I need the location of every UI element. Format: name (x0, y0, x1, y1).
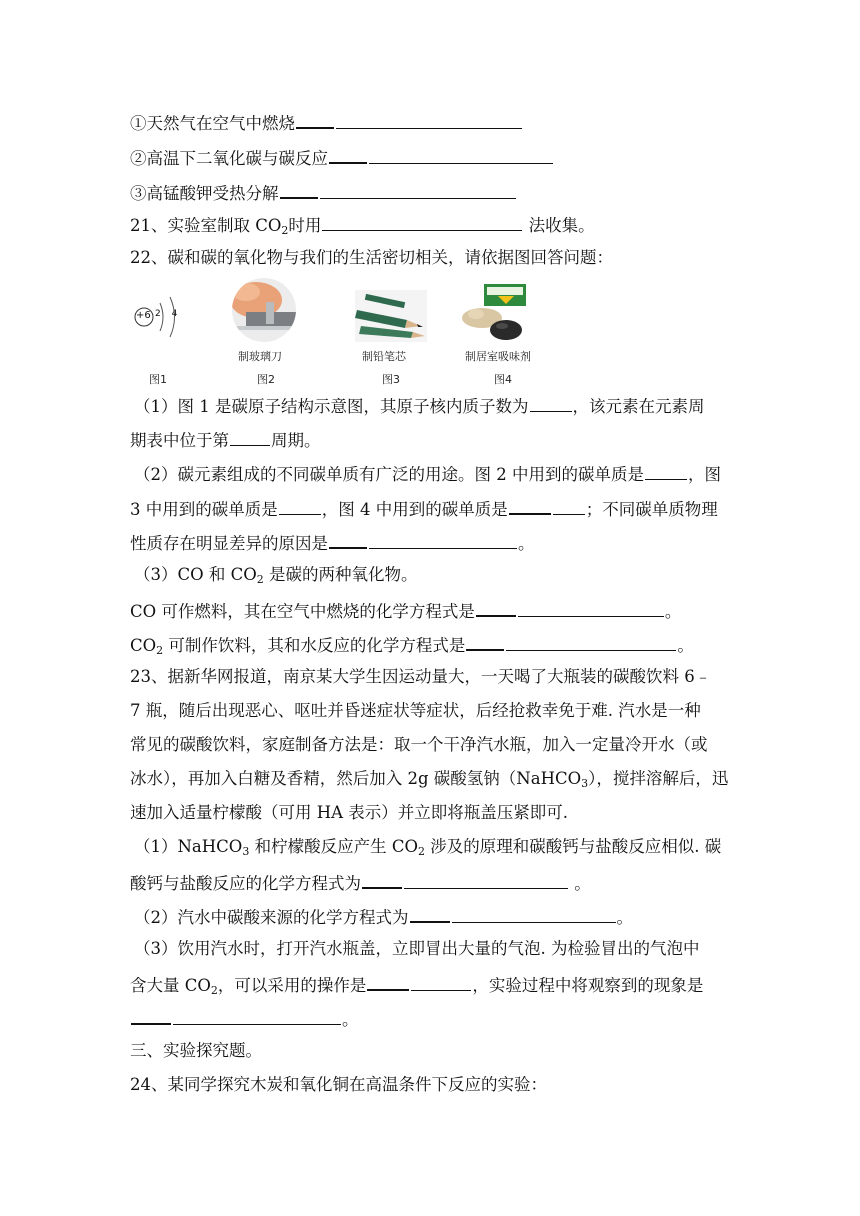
section-3-heading: 三、实验探究题。 (130, 1041, 262, 1060)
question-23-part-2 (134, 904, 633, 929)
question-20-item-3 (130, 180, 517, 205)
answer-blank (173, 1007, 341, 1025)
q23-3-text-d: ，实验过程中将观察到的现象是 (472, 976, 704, 995)
q23-3-text-b: 含大量 CO (130, 976, 211, 995)
figure-3-caption: 制铅笔芯 (362, 350, 406, 363)
question-23-part-1-line-2 (130, 870, 591, 895)
subscript: 3 (581, 777, 589, 790)
answer-blank (329, 145, 367, 164)
q22-3-text-d: 。 (664, 602, 682, 621)
q23-1-text-a: （1）NaHCO (134, 837, 243, 856)
subscript: 2 (281, 224, 289, 237)
figure-4-label: 图4 (494, 373, 512, 386)
question-20-item-1 (130, 110, 523, 135)
charcoal-deodorizer-image (460, 282, 528, 342)
q22-2-text-b: ，图 (688, 465, 721, 484)
q23-text-d2: ），搅拌溶解后，迅 (588, 769, 729, 788)
q20-2-text: ②高温下二氧化碳与碳反应 (130, 149, 328, 168)
subscript: 2 (210, 984, 218, 997)
figure-4-deodorizer-photo (460, 282, 528, 342)
figure-3-pencil-photo (355, 290, 427, 342)
question-22-part-2-line-2 (130, 496, 718, 521)
q22-2-text-c: 3 中用到的碳单质是 (130, 500, 278, 519)
question-22-part-2-line-1 (134, 462, 721, 486)
q22-3-text-a: （3）CO 和 CO (134, 565, 257, 584)
nucleus-charge-label: +6 (136, 310, 151, 321)
answer-blank (476, 598, 516, 617)
question-23-line-3: 常见的碳酸饮料，家庭制备方法是：取一个干净汽水瓶，加入一定量冷开水（或 (130, 735, 708, 754)
q22-2-text-f: 性质存在明显差异的原因是 (130, 534, 328, 553)
q21-text-c: 法收集。 (523, 216, 595, 235)
question-22-part-1-line-2 (130, 428, 321, 452)
q23-1-text-d: 酸钙与盐酸反应的化学方程式为 (130, 874, 361, 893)
electron-shell-label: 2 4 (155, 309, 182, 319)
subscript: 3 (242, 845, 250, 858)
q21-text-a: 21、实验室制取 CO (130, 216, 282, 235)
q23-2-text-b: 。 (616, 908, 633, 927)
q22-1-text-c: 期表中位于第 (130, 431, 229, 450)
q22-2-text-d: ，图 4 中用到的碳单质是 (321, 500, 508, 519)
q22-1-text-d: 周期。 (271, 431, 321, 450)
answer-blank (336, 111, 522, 129)
q23-1-text-c: 涉及的原理和碳酸钙与盐酸反应相似. 碳 (424, 837, 722, 856)
answer-blank (322, 213, 522, 231)
question-22-stem: 22、碳和碳的氧化物与我们的生活密切相关，请依据图回答问题： (130, 248, 613, 267)
answer-blank (466, 632, 504, 651)
q22-3-text-b: 是碳的两种氧化物。 (263, 565, 418, 584)
answer-blank (410, 904, 450, 923)
q22-2-text-g: 。 (518, 534, 535, 553)
answer-blank (404, 871, 568, 889)
figure-2-label: 图2 (257, 373, 275, 386)
q22-3-text-g: 。 (677, 636, 694, 655)
question-22-part-1-line-1 (134, 394, 705, 418)
subscript: 2 (256, 573, 264, 586)
q22-1-text-b: ，该元素在元素周 (572, 397, 705, 416)
figure-4-caption: 制居室吸味剂 (465, 350, 531, 363)
q22-2-text-a: （2）碳元素组成的不同碳单质有广泛的用途。图 2 中用到的碳单质是 (134, 465, 644, 484)
answer-blank (411, 973, 471, 991)
question-22-part-3-line-2 (130, 598, 681, 623)
figure-3-label: 图3 (382, 373, 400, 386)
q22-3-text-f: 可制作饮料，其和水反应的化学方程式是 (163, 636, 466, 655)
question-20-item-2 (130, 145, 554, 170)
answer-blank (362, 870, 402, 889)
question-22-part-2-line-3 (130, 530, 535, 555)
question-23-part-3-line-1: （3）饮用汽水时，打开汽水瓶盖，立即冒出大量的气泡. 为检验冒出的气泡中 (134, 939, 700, 958)
answer-blank (509, 496, 551, 515)
answer-blank (280, 180, 318, 199)
subscript: 2 (156, 644, 164, 657)
answer-blank (369, 146, 553, 164)
question-23-line-2: 7 瓶，随后出现恶心、呕吐并昏迷症状等症状，后经抢救幸免于难. 汽水是一种 (130, 701, 701, 720)
q23-3-text-e: 。 (342, 1010, 359, 1029)
answer-blank (369, 531, 517, 549)
question-24-stem: 24、某同学探究木炭和氧化铜在高温条件下反应的实验： (130, 1075, 547, 1094)
answer-blank (645, 462, 687, 480)
answer-blank (553, 497, 585, 515)
answer-blank (452, 905, 616, 923)
pencil-image (355, 290, 427, 342)
q22-3-text-e: CO (130, 636, 157, 655)
question-22-part-3-line-3 (130, 632, 694, 657)
answer-blank (320, 181, 516, 199)
q23-1-text-b: 和柠檬酸反应产生 CO (249, 837, 418, 856)
question-21 (130, 213, 595, 237)
question-23-line-5: 速加入适量柠檬酸（可用 HA 表示）并立即将瓶盖压紧即可. (130, 803, 569, 822)
q22-3-text-c: CO 可作燃料，其在空气中燃烧的化学方程式是 (130, 602, 475, 621)
answer-blank (518, 599, 664, 617)
q23-2-text-a: （2）汽水中碳酸来源的化学方程式为 (134, 908, 409, 927)
q23-3-text-c: ，可以采用的操作是 (217, 976, 367, 995)
figure-2-glass-cutter-photo (226, 278, 298, 344)
figure-1-label: 图1 (149, 373, 167, 386)
answer-blank (230, 428, 270, 446)
q22-1-text-a: （1）图 1 是碳原子结构示意图，其原子核内质子数为 (134, 397, 529, 416)
answer-blank (131, 1006, 171, 1025)
q20-1-text: ①天然气在空气中燃烧 (130, 114, 295, 133)
answer-blank (279, 497, 321, 515)
figure-2-caption: 制玻璃刀 (238, 350, 282, 363)
answer-blank (329, 530, 367, 549)
q21-text-b: 时用 (288, 216, 322, 235)
glass-cutter-image (226, 278, 298, 344)
question-23-line-1: 23、据新华网报道，南京某大学生因运动量大，一天喝了大瓶装的碳酸饮料 6﹣ (130, 667, 712, 686)
answer-blank (296, 110, 334, 129)
q22-2-text-e: ；不同碳单质物理 (585, 500, 718, 519)
q20-3-text: ③高锰酸钾受热分解 (130, 184, 279, 203)
subscript: 2 (417, 845, 425, 858)
q23-text-d: 冰水），再加入白糖及香精，然后加入 2g 碳酸氢钠（NaHCO (130, 769, 582, 788)
question-22-part-3-line-1 (134, 564, 418, 586)
figure-1-carbon-atom-diagram (130, 292, 190, 344)
question-23-part-1-line-1 (134, 836, 721, 858)
question-23-part-3-line-3 (130, 1006, 359, 1031)
q23-1-text-e: 。 (569, 874, 591, 893)
question-23-line-4 (130, 768, 728, 790)
answer-blank (367, 972, 409, 991)
question-23-part-3-line-2 (130, 972, 703, 997)
answer-blank (530, 394, 572, 412)
answer-blank (506, 633, 676, 651)
